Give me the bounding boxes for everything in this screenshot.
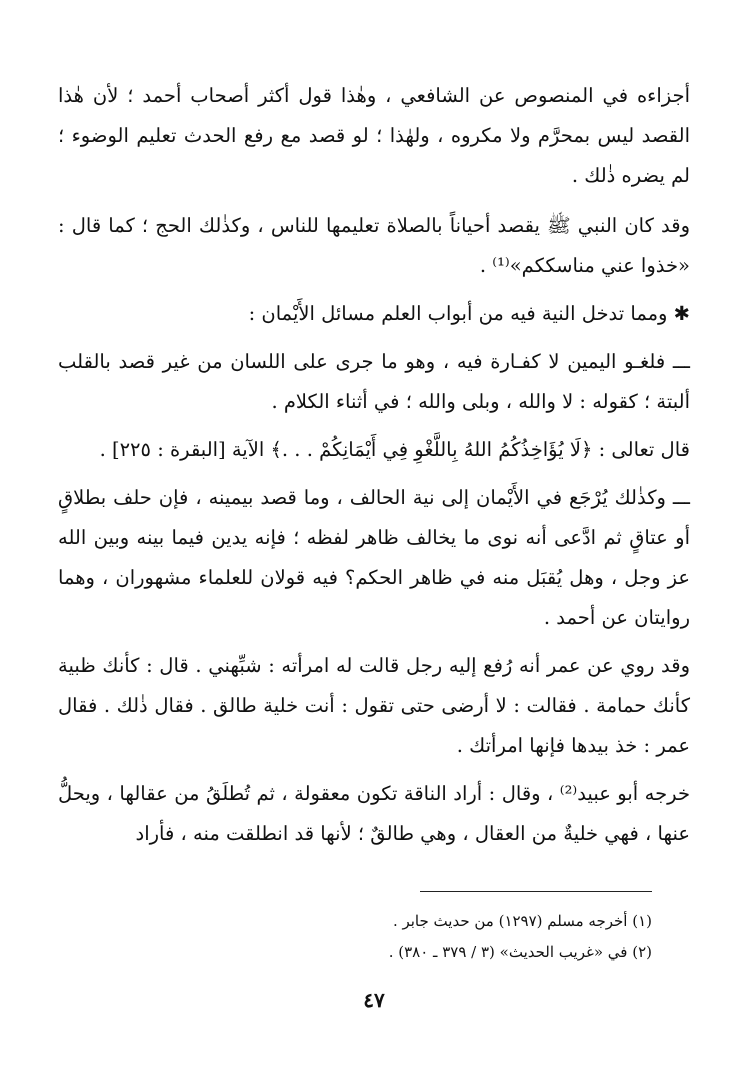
main-text bbox=[58, 76, 690, 862]
paragraph-6: ـــ وكذٰلك يُرْجَع في الأَيْمان إلى نية الحالف ، وما قصد بيمينه ، فإن حلف بطلاقٍ أو عتاقٍ ثم ادَّعى أنه نوى ما يخالف ظاهر لفظه ؛ فإنه يدين فيما بينه وبين الله عز وجل ، وهل يُقبَل منه في ظاهر الحكم؟ فيه قولان للعلماء مشهوران ، وهما روايتان عن أحمد . bbox=[58, 486, 690, 629]
paragraph-3-heading: ✱ ومما تدخل النية فيه من أبواب العلم مسائل الأَيْمان : bbox=[248, 302, 690, 325]
paragraph-7: وقد روي عن عمر أنه رُفع إليه رجل قالت له امرأته : شبِّهني . قال : كأنك ظبية كأنك حمامة . فقالت : لا أرضى حتى تقول : أنت خلية طالق . فقال ذٰلك . فقال عمر : خذ بيدها فإنها امرأتك . bbox=[58, 654, 690, 757]
paragraph-2: وقد كان النبي ﷺ يقصد أحياناً بالصلاة تعليمها للناس ، وكذٰلك الحج ؛ كما قال : «خذوا عني مناسككم»⁽¹⁾ . bbox=[58, 214, 690, 277]
footnote-1: (١) أخرجه مسلم (١٢٩٧) من حديث جابر . bbox=[392, 912, 652, 930]
footnote-separator bbox=[420, 891, 652, 892]
paragraph-8: خرجه أبو عبيد⁽²⁾ ، وقال : أراد الناقة تكون معقولة ، ثم تُطلَقُ من عقالها ، ويحلُّ عنها ، فهي خليةٌ من العقال ، وهي طالقٌ ؛ لأنها قد انطلقت منه ، فأراد bbox=[58, 782, 690, 845]
footnote-2: (٢) في «غريب الحديث» (٣ / ٣٧٩ ـ ٣٨٠) . bbox=[388, 943, 652, 961]
paragraph-5-verse: قال تعالى : ﴿لَا يُؤَاخِذُكُمُ اللهُ بِاللَّغْوِ فِي أَيْمَانِكُمْ . . .﴾ الآية [البقرة : ٢٢٥] . bbox=[99, 438, 690, 461]
paragraph-1: أجزاءه في المنصوص عن الشافعي ، وهٰذا قول أكثر أصحاب أحمد ؛ لأن هٰذا القصد ليس بمحرَّم ولا مكروه ، ولهٰذا ؛ لو قصد مع رفع الحدث تعليم الوضوء ؛ لم يضره ذٰلك . bbox=[58, 84, 690, 187]
page-number: ٤٧ bbox=[363, 988, 385, 1012]
paragraph-4: ـــ فلغـو اليمين لا كفـارة فيه ، وهو ما جرى على اللسان من غير قصد بالقلب ألبتة ؛ كقوله : لا والله ، وبلى والله ؛ في أثناء الكلام . bbox=[58, 350, 690, 413]
footnotes bbox=[92, 906, 652, 968]
